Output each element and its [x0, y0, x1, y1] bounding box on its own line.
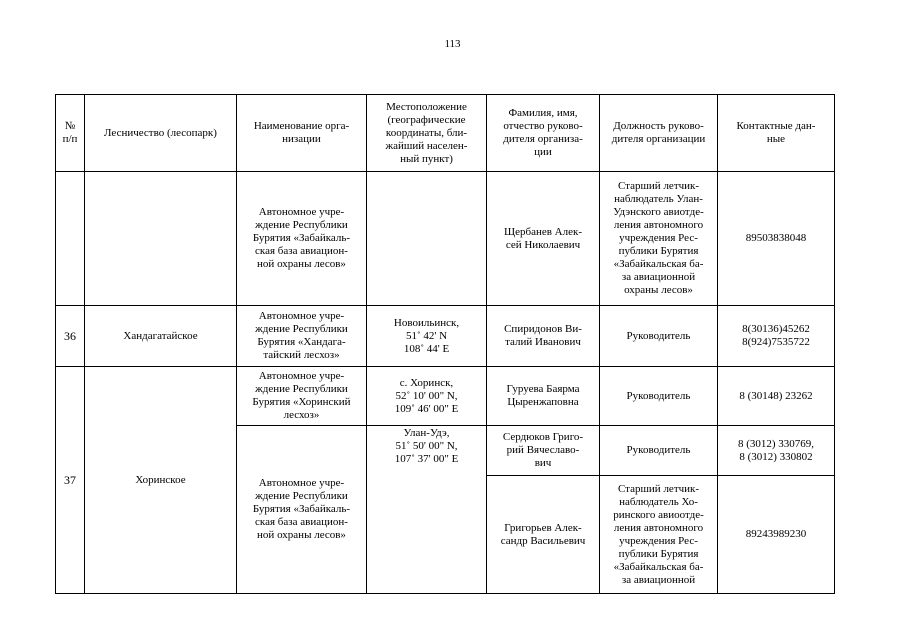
cell-org: Автономное учре- ждение Республики Бурятия «Забайкаль- ская база авиацион- ной охраны лесов» [237, 172, 367, 306]
header-contacts: Контактные дан- ные [718, 95, 835, 172]
cell-contact: 8 (30148) 23262 [718, 367, 835, 426]
header-head-name: Фамилия, имя, отчество руково- дителя организа- ции [487, 95, 600, 172]
header-num: № п/п [56, 95, 85, 172]
cell-position: Старший летчик- наблюдатель Улан- Удэнского авиотде- ления автономного учреждения Рес- публики Бурятия «Забайкальская ба- за авиационной охраны лесов» [600, 172, 718, 306]
cell-head: Гуруева Баярма Цыренжаповна [487, 367, 600, 426]
cell-location: с. Хоринск, 52˚ 10' 00" N, 109˚ 46' 00" E [367, 367, 487, 426]
header-location: Местоположение (географические координаты, бли- жайший населен- ный пункт) [367, 95, 487, 172]
cell-position: Руководитель [600, 426, 718, 476]
header-org-name: Наименование орга- низации [237, 95, 367, 172]
cell-org: Автономное учре- ждение Республики Бурятия «Хандага- тайский лесхоз» [237, 306, 367, 367]
cell-num: 37 [56, 367, 85, 594]
cell-forestry [85, 172, 237, 306]
cell-contact: 8(30136)45262 8(924)7535722 [718, 306, 835, 367]
header-forestry: Лесничество (лесопарк) [85, 95, 237, 172]
cell-head: Щербанев Алек- сей Николаевич [487, 172, 600, 306]
cell-location: Новоильинск, 51˚ 42' N 108˚ 44' E [367, 306, 487, 367]
cell-head: Сердюков Григо- рий Вячеславо- вич [487, 426, 600, 476]
cell-position: Руководитель [600, 306, 718, 367]
header-head-position: Должность руково- дителя организации [600, 95, 718, 172]
cell-num: 36 [56, 306, 85, 367]
cell-location [367, 172, 487, 306]
table-header-row [56, 95, 835, 172]
cell-contact: 89503838048 [718, 172, 835, 306]
cell-org: Автономное учре- ждение Республики Бурятия «Хоринский лесхоз» [237, 367, 367, 426]
cell-contact: 89243989230 [718, 476, 835, 594]
cell-num [56, 172, 85, 306]
cell-forestry: Хандагатайское [85, 306, 237, 367]
page-number: 113 [444, 38, 461, 50]
table-row-36 [56, 306, 835, 367]
table-row-37 [56, 367, 835, 426]
cell-contact: 8 (3012) 330769, 8 (3012) 330802 [718, 426, 835, 476]
cell-position: Руководитель [600, 367, 718, 426]
cell-forestry: Хоринское [85, 367, 237, 594]
cell-head: Спиридонов Ви- талий Иванович [487, 306, 600, 367]
cell-position: Старший летчик- наблюдатель Хо- ринского авиоотде- ления автономного учреждения Рес- публики Бурятия «Забайкальская ба- за авиационной [600, 476, 718, 594]
table-row [56, 172, 835, 306]
forestry-table [55, 94, 835, 594]
cell-head: Григорьев Алек- сандр Васильевич [487, 476, 600, 594]
cell-org: Автономное учре- ждение Республики Бурятия «Забайкаль- ская база авиацион- ной охраны лесов» [237, 426, 367, 594]
cell-location: Улан-Удэ, 51˚ 50' 00" N, 107˚ 37' 00" E [367, 426, 487, 594]
